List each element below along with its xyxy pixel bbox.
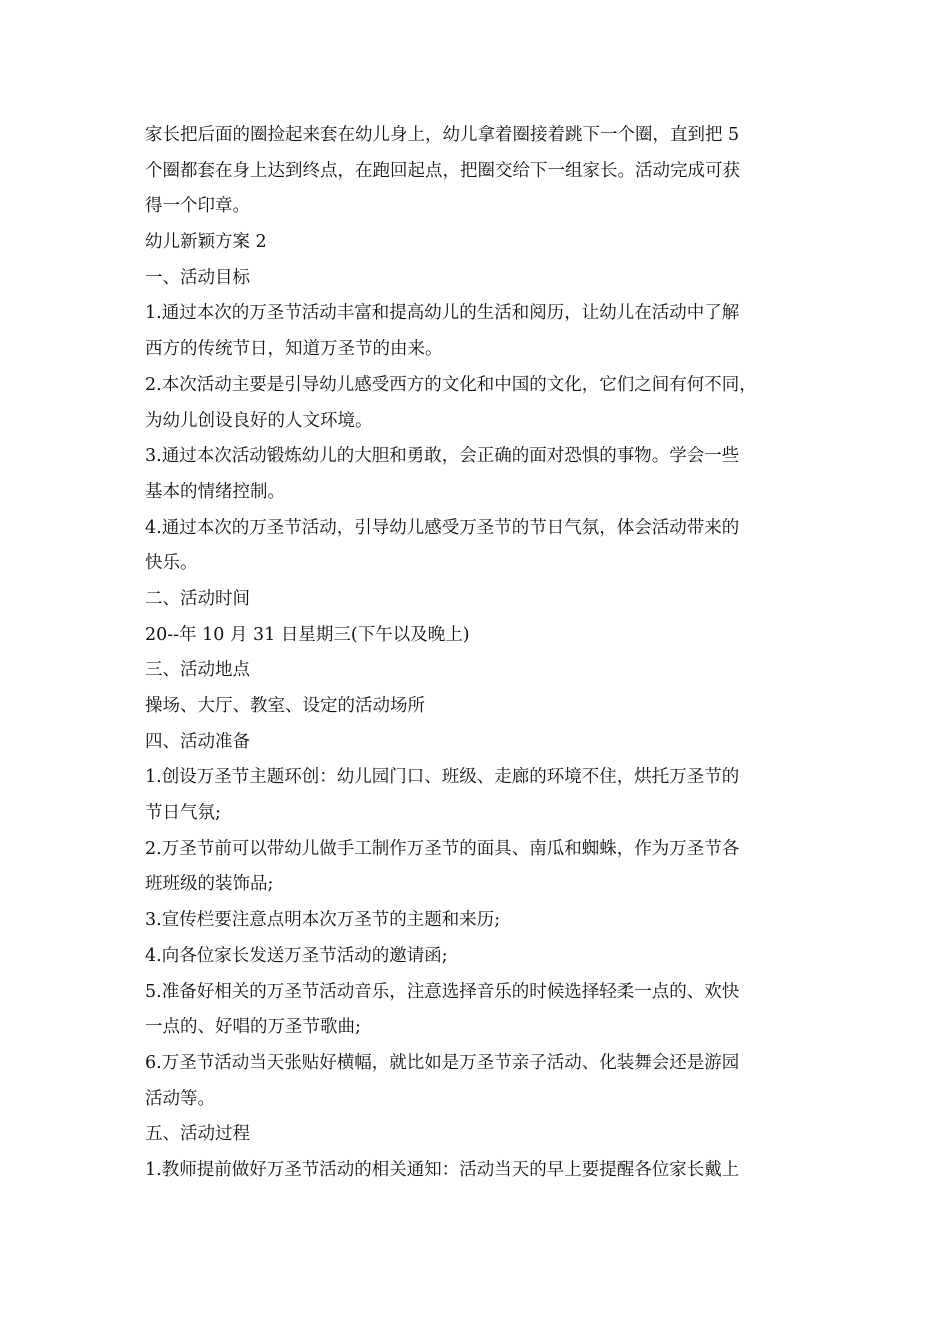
paragraph-line: 为幼儿创设良好的人文环境。 [145,410,373,431]
section-heading: 五、活动过程 [145,1124,250,1145]
paragraph-line: 5.准备好相关的万圣节活动音乐，注意选择音乐的时候选择轻柔一点的、欢快 [145,981,740,1002]
paragraph-line: 4.通过本次的万圣节活动，引导幼儿感受万圣节的节日气氛，体会活动带来的 [145,517,740,538]
paragraph-line: 一点的、好唱的万圣节歌曲; [145,1017,361,1038]
paragraph-line: 6.万圣节活动当天张贴好横幅，就比如是万圣节亲子活动、化装舞会还是游园 [145,1052,740,1073]
paragraph-line: 3.通过本次活动锻炼幼儿的大胆和勇敢，会正确的面对恐惧的事物。学会一些 [145,446,740,467]
paragraph-line: 2.本次活动主要是引导幼儿感受西方的文化和中国的文化，它们之间有何不同， [145,374,757,395]
paragraph-line: 节日气氛; [145,803,221,824]
document-body [145,118,825,1189]
paragraph-line: 基本的情绪控制。 [145,481,285,502]
paragraph-line: 西方的传统节日，知道万圣节的由来。 [145,339,443,360]
section-title: 幼儿新颖方案 2 [145,232,267,253]
paragraph-line: 1.创设万圣节主题环创：幼儿园门口、班级、走廊的环境不住，烘托万圣节的 [145,767,740,788]
section-heading: 三、活动地点 [145,660,250,681]
paragraph-line: 班班级的装饰品; [145,874,274,895]
paragraph-line: 1.通过本次的万圣节活动丰富和提高幼儿的生活和阅历，让幼儿在活动中了解 [145,303,740,324]
section-heading: 一、活动目标 [145,267,250,288]
paragraph-line: 20--年 10 月 31 日星期三(下午以及晚上) [145,624,470,645]
paragraph-line: 4.向各位家长发送万圣节活动的邀请函; [145,945,448,966]
paragraph-line: 3.宣传栏要注意点明本次万圣节的主题和来历; [145,910,501,931]
paragraph-line: 家长把后面的圈捡起来套在幼儿身上，幼儿拿着圈接着跳下一个圈，直到把 5 [145,125,740,145]
paragraph-line: 2.万圣节前可以带幼儿做手工制作万圣节的面具、南瓜和蜘蛛，作为万圣节各 [145,838,740,859]
paragraph-line: 操场、大厅、教室、设定的活动场所 [145,696,425,716]
section-heading: 二、活动时间 [145,588,250,609]
paragraph-line: 快乐。 [145,553,198,574]
paragraph-line: 1.教师提前做好万圣节活动的相关通知：活动当天的早上要提醒各位家长戴上 [145,1159,740,1180]
paragraph-line: 个圈都套在身上达到终点，在跑回起点，把圈交给下一组家长。活动完成可获 [145,160,740,181]
section-heading: 四、活动准备 [145,731,250,752]
paragraph-line: 活动等。 [145,1088,215,1109]
paragraph-line: 得一个印章。 [145,196,250,217]
